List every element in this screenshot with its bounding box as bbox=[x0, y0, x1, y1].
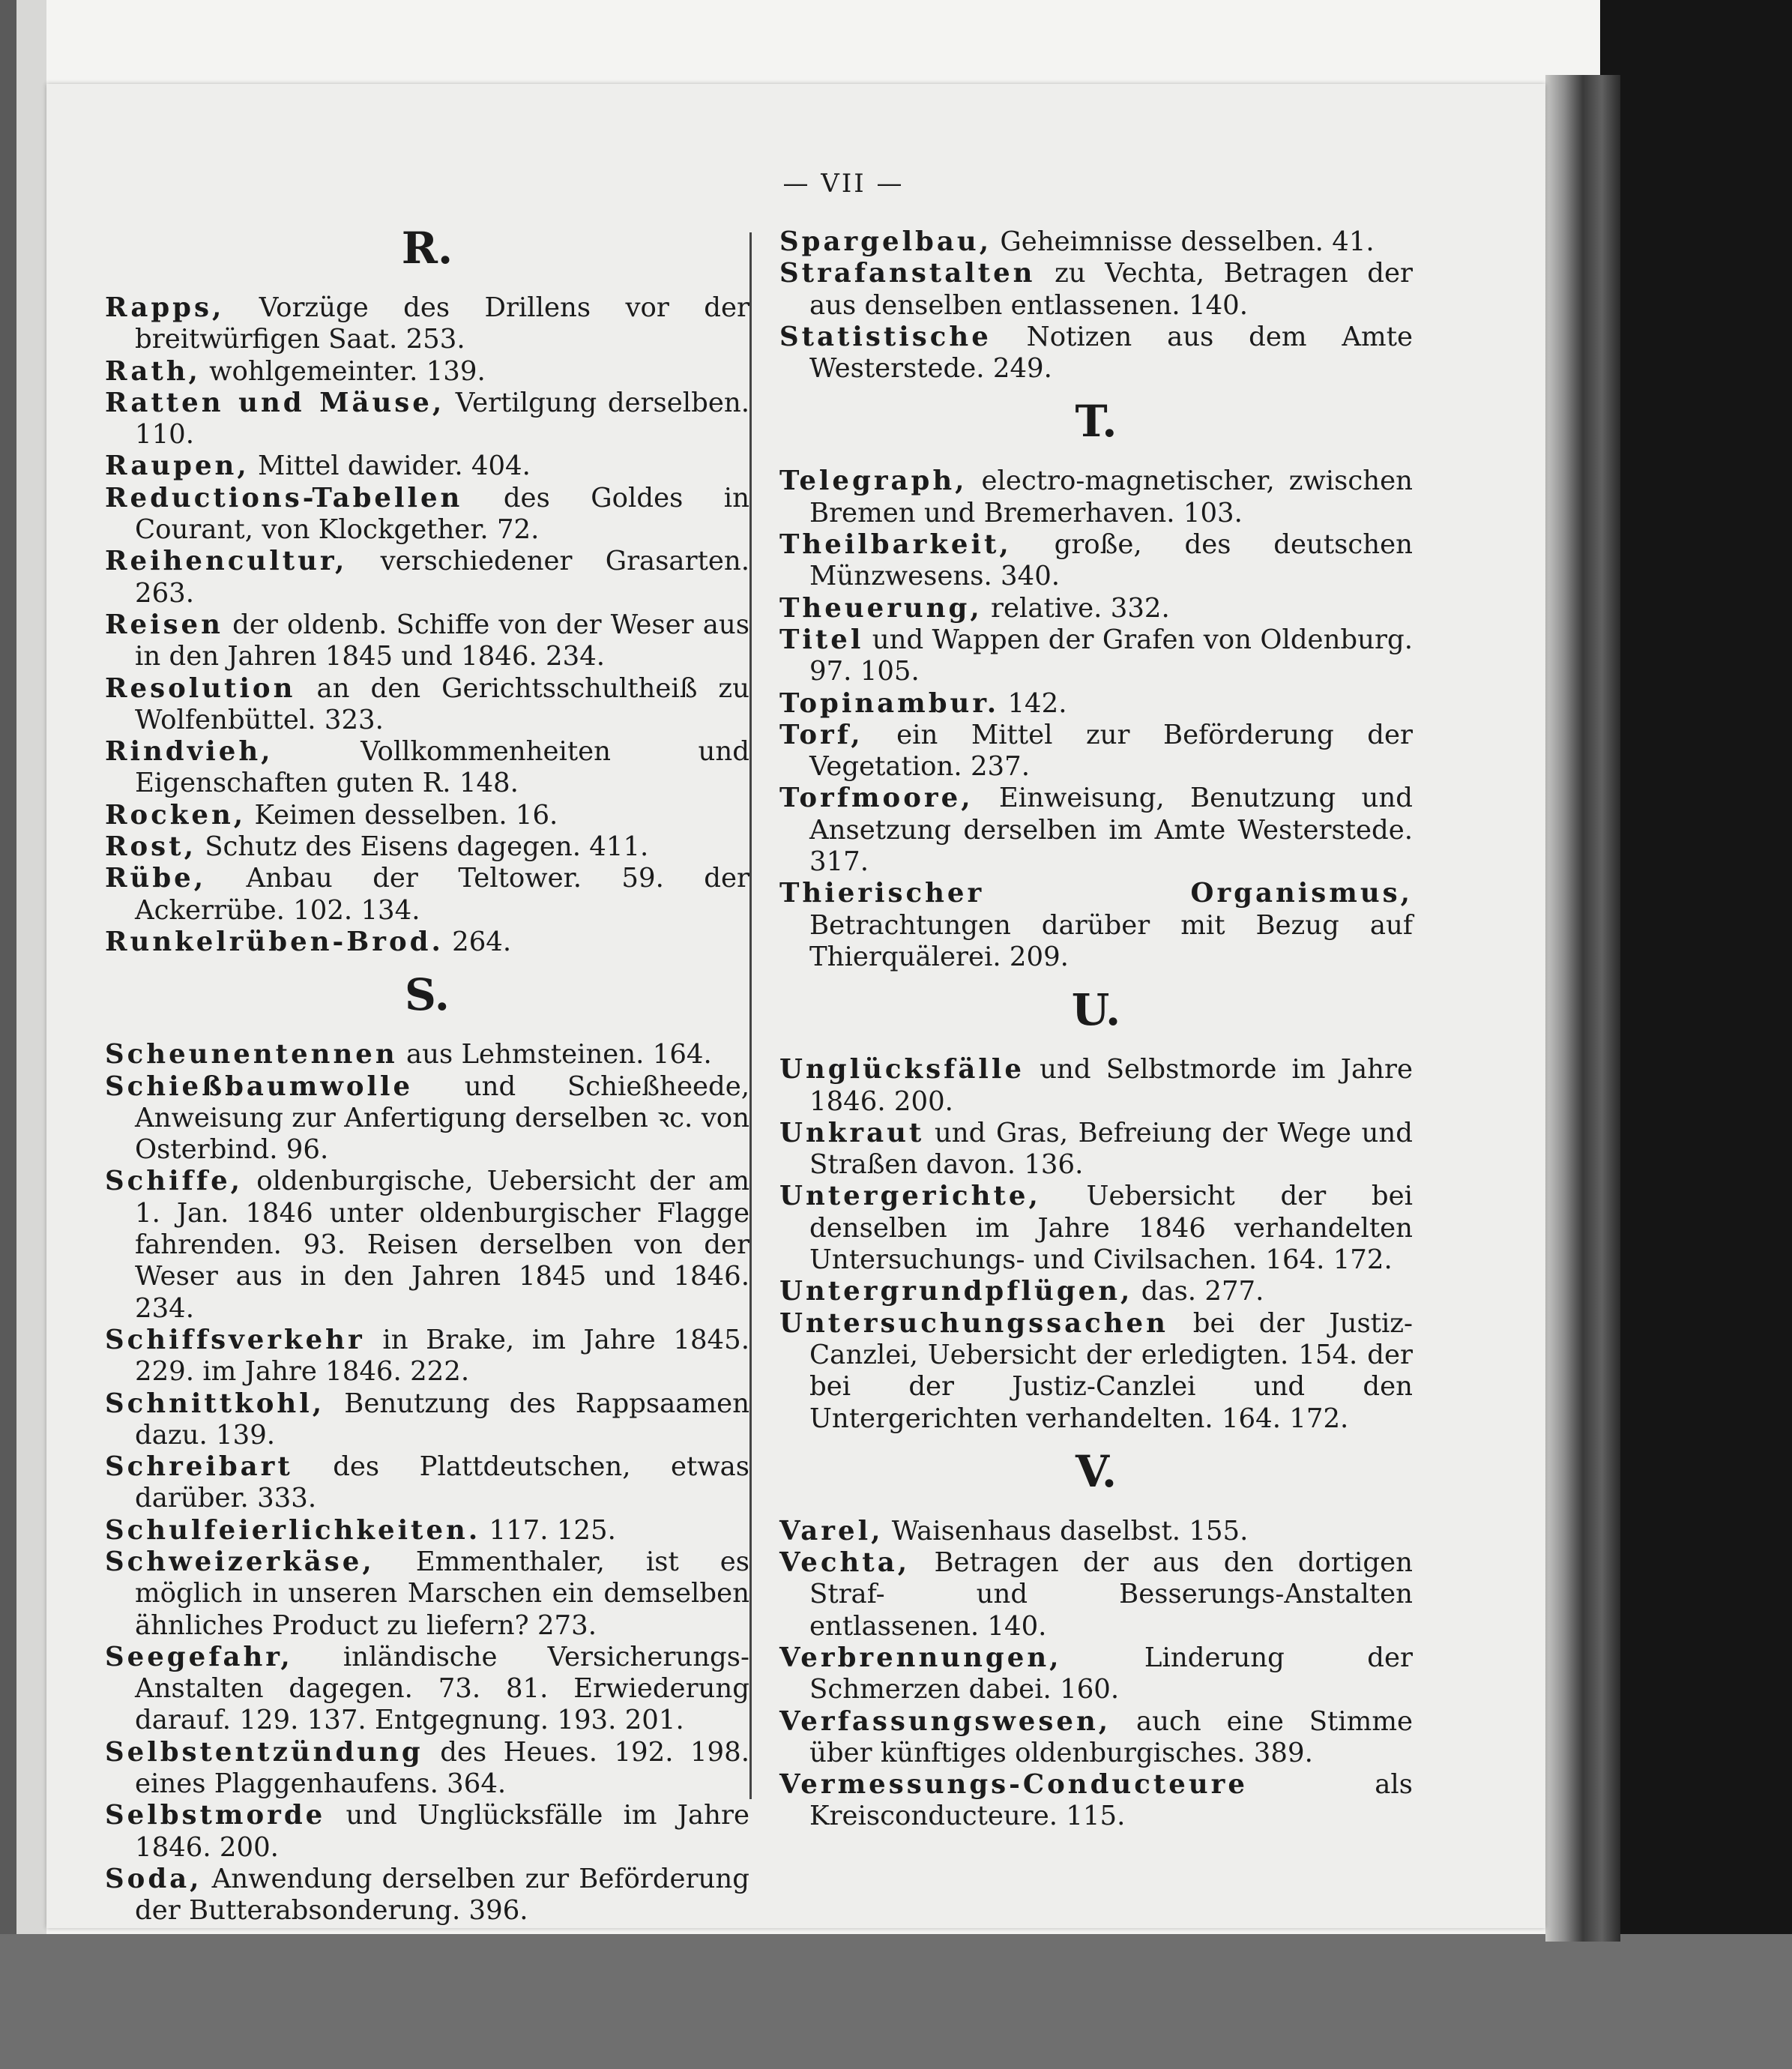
entry-headword: Schnittkohl, bbox=[105, 1388, 325, 1419]
index-entry bbox=[105, 1071, 749, 1166]
book-left-edge bbox=[0, 0, 46, 2069]
index-entry bbox=[105, 1642, 749, 1737]
index-entry bbox=[779, 1118, 1413, 1181]
index-entry bbox=[779, 466, 1413, 529]
entry-text: relative. 332. bbox=[982, 592, 1170, 624]
entry-text: Einweisung, Benutzung und Ansetzung derselben im Amte Westerstede. 317. bbox=[809, 783, 1413, 878]
index-entry bbox=[779, 878, 1413, 973]
entry-headword: Telegraph, bbox=[779, 466, 968, 497]
entry-headword: Verfassungswesen, bbox=[779, 1705, 1111, 1737]
entry-text: des Plattdeutschen, etwas darüber. 333. bbox=[135, 1451, 749, 1514]
entry-text: an den Gerichtsschultheiß zu Wolfenbüttel. 323. bbox=[135, 672, 749, 735]
entry-headword: Untergrundpflügen, bbox=[779, 1276, 1133, 1307]
index-entry bbox=[105, 800, 749, 831]
index-entry bbox=[105, 1864, 749, 1927]
entry-text: und Schießheede, Anweisung zur Anfertigung derselben ꝛc. von Osterbind. 96. bbox=[135, 1070, 749, 1166]
index-entry bbox=[105, 1325, 749, 1388]
entry-text: in Brake, im Jahre 1845. 229. im Jahre 1846. 222. bbox=[135, 1324, 749, 1388]
entry-text: des Goldes in Courant, von Klockgether. 72. bbox=[135, 482, 749, 546]
entry-headword: Theilbarkeit, bbox=[779, 529, 1012, 561]
entry-text: aus Lehmsteinen. 164. bbox=[397, 1039, 712, 1070]
entry-headword: Untergerichte, bbox=[779, 1181, 1041, 1212]
entry-text: auch eine Stimme über künftiges oldenburgisches. 389. bbox=[809, 1705, 1413, 1768]
index-entry bbox=[105, 736, 749, 800]
section-letter: V. bbox=[1075, 1445, 1117, 1497]
index-entry bbox=[779, 593, 1413, 624]
background-dark bbox=[1600, 0, 1792, 2069]
entry-text: Vertilgung derselben. 110. bbox=[135, 387, 749, 451]
index-entry bbox=[105, 451, 749, 482]
index-entry bbox=[105, 546, 749, 609]
entry-headword: Reisen bbox=[105, 609, 223, 640]
entry-text: und Unglücksfälle im Jahre 1846. 200. bbox=[135, 1800, 749, 1863]
entry-text: Linderung der Schmerzen dabei. 160. bbox=[809, 1642, 1413, 1705]
entry-headword: Schweizerkäse, bbox=[105, 1546, 375, 1577]
entry-text: 117. 125. bbox=[480, 1514, 616, 1546]
entry-headword: Rath, bbox=[105, 355, 201, 387]
entry-text: Mittel dawider. 404. bbox=[249, 451, 531, 482]
entry-headword: Schiffsverkehr bbox=[105, 1324, 365, 1355]
page-number: — VII — bbox=[782, 169, 905, 199]
entry-headword: Titel bbox=[779, 624, 864, 655]
section-letter: S. bbox=[404, 969, 450, 1021]
index-entry bbox=[105, 927, 749, 958]
entry-text: Schutz des Eisens dagegen. 411. bbox=[196, 831, 649, 863]
entry-text: große, des deutschen Münzwesens. 340. bbox=[809, 529, 1413, 592]
index-entry bbox=[105, 356, 749, 388]
entry-headword: Spargelbau, bbox=[779, 226, 992, 257]
section-letter: R. bbox=[401, 223, 453, 274]
entry-text: Anwendung derselben zur Beförderung der Butterabsonderung. 396. bbox=[135, 1863, 749, 1927]
entry-headword: Torfmoore, bbox=[779, 783, 974, 814]
entry-text: und Wappen der Grafen von Oldenburg. 97. 105. bbox=[809, 624, 1413, 687]
entry-text: das. 277. bbox=[1132, 1276, 1264, 1307]
entry-text: Betragen der aus den dortigen Straf- und Besserungs-Anstalten entlassenen. 140. bbox=[809, 1547, 1413, 1642]
index-entry bbox=[779, 720, 1413, 783]
entry-headword: Thierischer Organismus, bbox=[779, 878, 1413, 909]
index-entry bbox=[105, 673, 749, 737]
index-entry bbox=[105, 1388, 749, 1452]
entry-headword: Untersuchungssachen bbox=[779, 1307, 1168, 1339]
entry-headword: Reductions-Tabellen bbox=[105, 482, 463, 514]
entry-headword: Statistische bbox=[779, 321, 992, 352]
index-entry bbox=[105, 483, 749, 546]
index-entry bbox=[779, 1706, 1413, 1770]
entry-headword: Rost, bbox=[105, 831, 196, 863]
index-entry bbox=[779, 1181, 1413, 1276]
entry-headword: Schreibart bbox=[105, 1451, 293, 1483]
index-entry bbox=[105, 1039, 749, 1070]
entry-text: bei der Justiz-Canzlei, Uebersicht der erledigten. 154. der bei der Justiz-Canzlei und den Untergerichten verhandelten. 164. 172. bbox=[809, 1307, 1413, 1434]
index-entry bbox=[779, 322, 1413, 385]
entry-headword: Runkelrüben-Brod. bbox=[105, 926, 444, 957]
entry-headword: Vechta, bbox=[779, 1547, 911, 1579]
background-bottom bbox=[0, 1934, 1792, 2069]
entry-text: Geheimnisse desselben. 41. bbox=[992, 226, 1375, 257]
entry-headword: Torf, bbox=[779, 719, 863, 750]
entry-headword: Scheunentennen bbox=[105, 1039, 398, 1070]
entry-headword: Ratten und Mäuse, bbox=[105, 387, 445, 418]
entry-text: und Gras, Befreiung der Wege und Straßen davon. 136. bbox=[809, 1117, 1413, 1181]
entry-headword: Selbstentzündung bbox=[105, 1736, 423, 1768]
entry-text: als Kreisconducteure. 115. bbox=[809, 1769, 1413, 1832]
section-letter: U. bbox=[1071, 984, 1121, 1036]
index-entry bbox=[779, 1547, 1413, 1642]
entry-headword: Selbstmorde bbox=[105, 1800, 326, 1831]
section-letter: T. bbox=[1075, 396, 1117, 448]
index-entry bbox=[105, 292, 749, 356]
index-entry bbox=[105, 831, 749, 863]
entry-headword: Unglücksfälle bbox=[779, 1054, 1025, 1085]
index-entry bbox=[779, 1516, 1413, 1547]
entry-headword: Topinambur. bbox=[779, 687, 1000, 719]
entry-text: Betrachtungen darüber mit Bezug auf Thierquälerei. 209. bbox=[809, 909, 1413, 972]
entry-text: Vollkommenheiten und Eigenschaften guten R. 148. bbox=[135, 736, 749, 799]
entry-text: oldenburgische, Uebersicht der am 1. Jan. 1846 unter oldenburgischer Flagge fahrenden. 93. Reisen derselben von der Weser aus in den Jahren 1845 und 1846. 234. bbox=[135, 1166, 749, 1324]
entry-text: verschiedener Grasarten. 263. bbox=[135, 546, 749, 609]
column-divider bbox=[749, 232, 752, 1799]
entry-headword: Reihencultur, bbox=[105, 546, 348, 577]
index-entry bbox=[105, 1800, 749, 1864]
index-entry bbox=[105, 1166, 749, 1324]
entry-text: Uebersicht der bei denselben im Jahre 1846 verhandelten Untersuchungs- und Civilsachen. 164. 172. bbox=[809, 1181, 1413, 1276]
index-entry bbox=[779, 258, 1413, 322]
index-entry bbox=[105, 1737, 749, 1801]
entry-text: electro-magnetischer, zwischen Bremen und Bremerhaven. 103. bbox=[809, 466, 1413, 528]
index-entry bbox=[105, 1547, 749, 1642]
index-entry bbox=[779, 1054, 1413, 1118]
entry-text: und Selbstmorde im Jahre 1846. 200. bbox=[809, 1054, 1413, 1117]
entry-headword: Resolution bbox=[105, 672, 296, 704]
entry-text: wohlgemeinter. 139. bbox=[200, 355, 486, 387]
index-entry bbox=[779, 226, 1413, 258]
entry-text: Waisenhaus daselbst. 155. bbox=[883, 1515, 1249, 1547]
entry-headword: Rübe, bbox=[105, 863, 207, 894]
book-spine-edge bbox=[1545, 75, 1620, 1942]
index-entry bbox=[105, 863, 749, 927]
index-entry bbox=[779, 1642, 1413, 1706]
entry-text: Keimen desselben. 16. bbox=[246, 799, 558, 831]
entry-text: Emmenthaler, ist es möglich in unseren Marschen ein demselben ähnliches Product zu liefern? 273. bbox=[135, 1546, 749, 1641]
entry-text: 264. bbox=[443, 926, 512, 957]
entry-headword: Vermessungs-Conducteure bbox=[779, 1769, 1248, 1801]
index-entry bbox=[779, 529, 1413, 593]
entry-text: ein Mittel zur Beförderung der Vegetation. 237. bbox=[809, 719, 1413, 783]
index-entry bbox=[105, 1451, 749, 1515]
entry-headword: Varel, bbox=[779, 1515, 884, 1547]
entry-headword: Schießbaumwolle bbox=[105, 1070, 414, 1102]
index-entry bbox=[779, 624, 1413, 688]
index-entry bbox=[779, 783, 1413, 878]
entry-text: inländische Versicherungs-Anstalten dagegen. 73. 81. Erwiederung darauf. 129. 137. Entgegnung. 193. 201. bbox=[135, 1641, 749, 1736]
entry-text: Vorzüge des Drillens vor der breitwürfigen Saat. 253. bbox=[135, 292, 749, 355]
entry-headword: Raupen, bbox=[105, 451, 250, 482]
entry-text: des Heues. 192. 198. eines Plaggenhaufens. 364. bbox=[135, 1736, 749, 1800]
index-entry bbox=[779, 688, 1413, 720]
entry-text: zu Vechta, Betragen der aus denselben entlassenen. 140. bbox=[809, 258, 1413, 321]
index-entry bbox=[105, 388, 749, 451]
entry-text: 142. bbox=[999, 687, 1067, 719]
entry-headword: Verbrennungen, bbox=[779, 1642, 1062, 1673]
entry-headword: Strafanstalten bbox=[779, 258, 1036, 289]
index-entry bbox=[105, 1515, 749, 1547]
entry-headword: Rapps, bbox=[105, 292, 225, 323]
entry-text: der oldenb. Schiffe von der Weser aus in den Jahren 1845 und 1846. 234. bbox=[135, 609, 749, 672]
entry-text: Benutzung des Rappsaamen dazu. 139. bbox=[135, 1388, 749, 1451]
entry-text: Notizen aus dem Amte Westerstede. 249. bbox=[809, 321, 1413, 385]
index-column-right bbox=[779, 226, 1413, 1833]
entry-headword: Seegefahr, bbox=[105, 1641, 293, 1672]
index-entry bbox=[105, 609, 749, 673]
entry-headword: Soda, bbox=[105, 1863, 202, 1894]
index-entry bbox=[779, 1308, 1413, 1435]
entry-headword: Schulfeierlichkeiten. bbox=[105, 1514, 481, 1546]
index-entry bbox=[779, 1769, 1413, 1833]
entry-headword: Rindvieh, bbox=[105, 736, 274, 768]
index-entry bbox=[779, 1276, 1413, 1307]
entry-headword: Unkraut bbox=[779, 1117, 925, 1148]
entry-text: Anbau der Teltower. 59. der Ackerrübe. 102. 134. bbox=[135, 863, 749, 926]
entry-headword: Rocken, bbox=[105, 799, 247, 831]
entry-headword: Theuerung, bbox=[779, 592, 983, 624]
entry-headword: Schiffe, bbox=[105, 1166, 244, 1197]
index-column-left bbox=[105, 223, 749, 1927]
